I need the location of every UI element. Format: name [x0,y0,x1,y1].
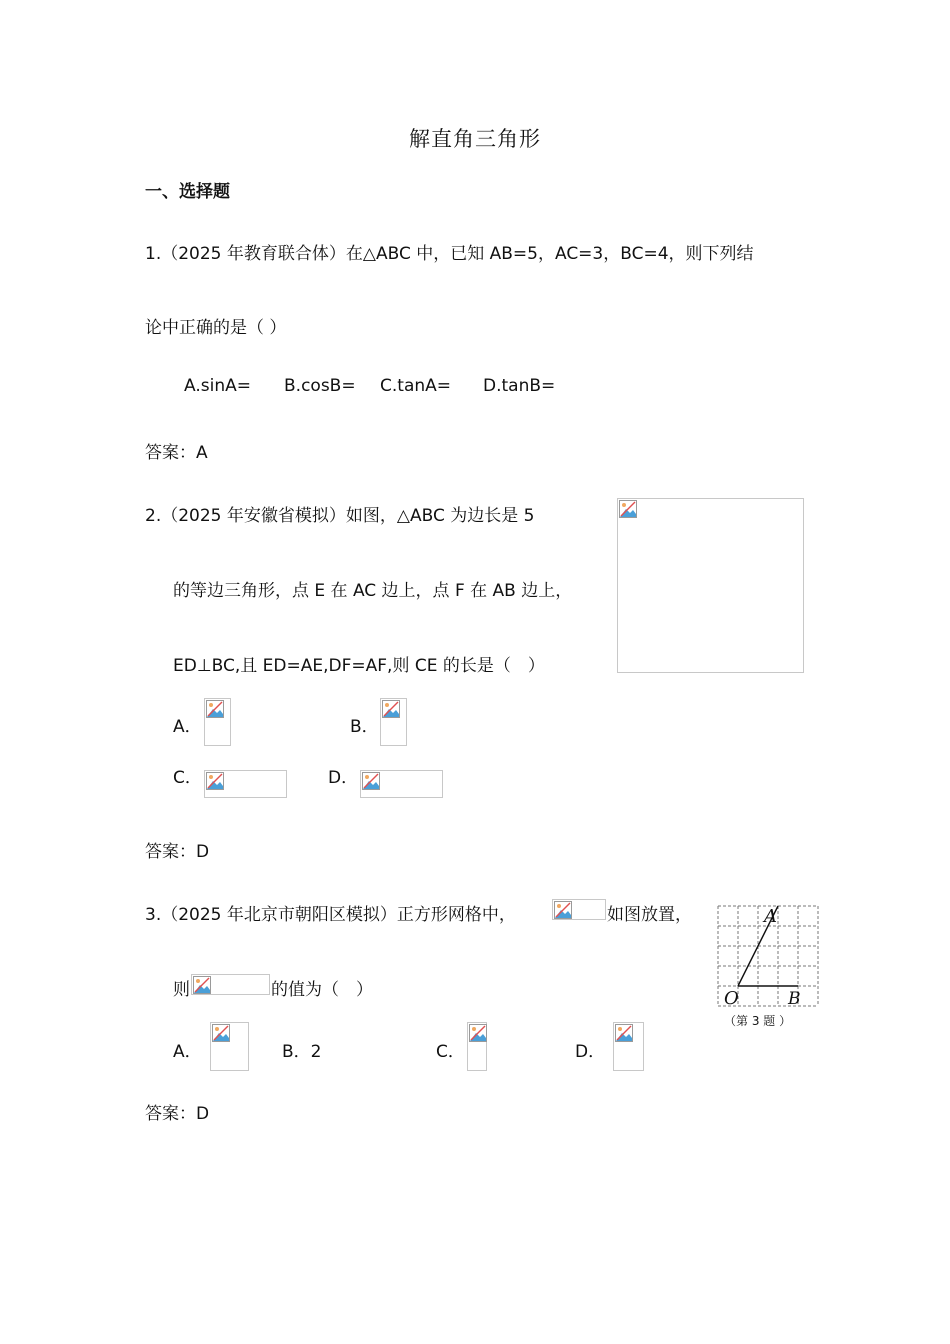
point-o-label: O [724,988,739,1009]
q3-option-c: C． [436,1042,465,1062]
broken-image-icon [554,901,572,919]
q3-option-b: B．2 [282,1042,322,1062]
broken-image-icon [615,1024,633,1042]
q2-option-c: C． [173,768,202,788]
q3-figure-caption: （第 3 题 ） [724,1014,792,1028]
q1-option-b: B.cosB= [284,376,356,396]
broken-image-icon [469,1024,487,1042]
q3-stem-line1-end: 如图放置， [607,905,692,925]
broken-image-icon [212,1024,230,1042]
q2-option-a: A． [173,717,202,737]
q1-option-c: C.tanA= [380,376,452,396]
broken-image-icon [619,500,637,518]
q1-option-a: A.sinA= [184,376,251,396]
broken-image-icon [206,700,224,718]
q1-option-d: D.tanB= [483,376,556,396]
broken-image-icon [206,772,224,790]
page-title: 解直角三角形 [409,127,541,151]
q3-option-d-image [613,1022,644,1071]
q2-option-c-image [204,770,287,798]
q3-option-a: A． [173,1042,202,1062]
broken-image-icon [193,976,211,994]
q3-angle-image [552,899,606,920]
q3-grid-figure [714,902,822,1010]
q3-option-d: D． [575,1042,606,1062]
q3-stem-line2-end: 的值为（ ） [271,980,373,1000]
point-a-label: A [764,906,777,927]
q1-stem-line1: 1.（2025 年教育联合体）在△ABC 中，已知 AB=5，AC=3，BC=4，则下列结 [145,244,754,264]
q2-option-d-image [360,770,443,798]
q2-option-a-image [204,698,231,746]
broken-image-icon [362,772,380,790]
q2-stem-line1: 2.（2025 年安徽省模拟）如图，△ABC 为边长是 5 [145,506,535,526]
q2-option-b: B． [350,717,379,737]
q2-option-b-image [380,698,407,746]
section-heading: 一、选择题 [145,182,230,202]
q2-figure-image [617,498,804,673]
q3-option-c-image [467,1022,487,1071]
q3-stem-line1-start: 3.（2025 年北京市朝阳区模拟）正方形网格中， [145,905,516,925]
q2-answer: 答案：D [145,842,210,862]
q1-answer: 答案：A [145,443,208,463]
q3-expression-image [191,974,270,995]
q3-answer: 答案：D [145,1104,210,1124]
q3-stem-line2-start: 则 [173,980,190,1000]
broken-image-icon [382,700,400,718]
q3-option-a-image [210,1022,249,1071]
q2-stem-line2: 的等边三角形，点 E 在 AC 边上，点 F 在 AB 边上， [173,581,573,601]
q2-stem-line3: ED⊥BC,且 ED=AE,DF=AF,则 CE 的长是（ ） [173,656,545,676]
point-b-label: B [788,989,801,1009]
q2-option-d: D． [328,768,359,788]
q1-stem-line2: 论中正确的是（ ） [145,318,287,338]
